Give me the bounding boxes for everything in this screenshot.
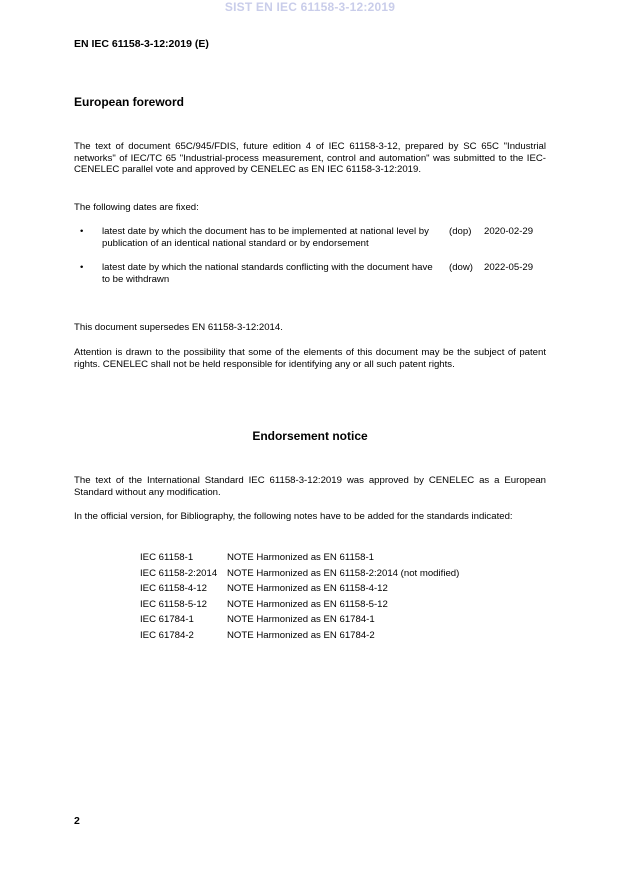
note-text: NOTE Harmonized as EN 61784-2 [227, 629, 375, 641]
attention-text: Attention is drawn to the possibility that some of the elements of this document may be the subject of patent rights. CENELEC shall not be held responsible for identifying any or all such patent rights. [74, 347, 546, 370]
note-standard: IEC 61784-1 [140, 614, 194, 625]
note-standard: IEC 61158-2:2014 [140, 567, 218, 579]
note-standard: IEC 61784-2 [140, 629, 194, 641]
date-item-text: latest date by which the national standards conflicting with the document have to be withdrawn [102, 262, 433, 285]
date-item-text: latest date by which the document has to be implemented at national level by publication of an identical national standard or by endorsement [102, 226, 429, 249]
date-item-code: (dop) [449, 226, 472, 237]
endorsement-paragraph: The text of the International Standard IEC 61158-3-12:2019 was approved by CENELEC as a European Standard without any modification. [74, 475, 546, 498]
page-number: 2 [74, 815, 80, 827]
foreword-title: European foreword [74, 95, 185, 109]
date-item-date: 2020-02-29 [484, 226, 534, 237]
note-standard: IEC 61158-1 [140, 552, 194, 563]
bullet-icon: • [80, 262, 84, 273]
note-standard: IEC 61158-5-12 [140, 598, 208, 610]
supersedes-text: This document supersedes EN 61158-3-12:2014. [74, 322, 283, 333]
bullet-icon: • [80, 226, 84, 237]
endorsement-title: Endorsement notice [252, 429, 368, 443]
date-item-dop [74, 226, 546, 252]
note-text: NOTE Harmonized as EN 61158-4-12 [227, 583, 388, 594]
note-text: NOTE Harmonized as EN 61158-1 [227, 552, 374, 563]
note-text: NOTE Harmonized as EN 61158-2:2014 (not modified) [227, 567, 460, 579]
dates-intro: The following dates are fixed: [74, 202, 199, 213]
document-header: EN IEC 61158-3-12:2019 (E) [74, 38, 209, 50]
date-item-dow [74, 262, 546, 288]
watermark: SIST EN IEC 61158-3-12:2019 [224, 0, 396, 14]
foreword-paragraph: The text of document 65C/945/FDIS, future edition 4 of IEC 61158-3-12, prepared by SC 65C "Industrial networks" of IEC/TC 65 "Industrial-process measurement, control and automation" was submitted to the IEC-CENELEC parallel vote and approved by CENELEC as EN IEC 61158-3-12:2019. [74, 141, 546, 175]
note-standard: IEC 61158-4-12 [140, 583, 208, 594]
note-text: NOTE Harmonized as EN 61158-5-12 [227, 598, 388, 610]
date-item-code: (dow) [449, 262, 473, 273]
date-item-date: 2022-05-29 [484, 262, 534, 273]
bibliography-intro: In the official version, for Bibliography, the following notes have to be added for the standards indicated: [74, 511, 513, 522]
note-text: NOTE Harmonized as EN 61784-1 [227, 614, 375, 625]
